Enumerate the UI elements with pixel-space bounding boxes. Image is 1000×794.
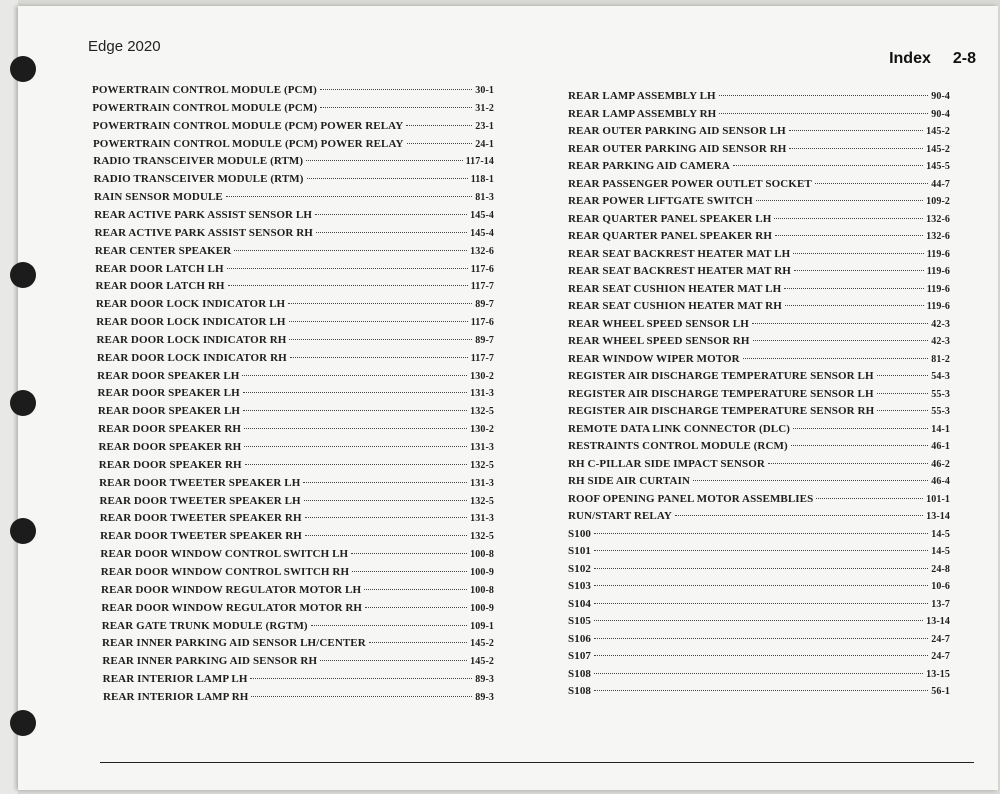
dot-leader — [793, 253, 923, 254]
index-entry — [102, 620, 494, 632]
entry-label: REAR WHEEL SPEED SENSOR RH — [568, 335, 750, 347]
entry-label: REAR DOOR SPEAKER LH — [97, 387, 240, 400]
entry-label: REAR DOOR SPEAKER LH — [97, 405, 241, 418]
entry-label: REAR DOOR TWEETER SPEAKER LH — [99, 476, 301, 489]
dot-leader — [320, 89, 472, 90]
index-entry — [568, 405, 950, 417]
dot-leader — [594, 533, 928, 534]
index-entry — [98, 405, 494, 417]
index-entry — [96, 280, 494, 292]
index-entry — [101, 602, 494, 614]
binder-hole — [10, 518, 36, 544]
entry-label: REAR WINDOW WIPER MOTOR — [568, 352, 740, 365]
entry-page: 90-4 — [931, 91, 950, 102]
section-name: Index — [889, 50, 931, 67]
dot-leader — [733, 165, 923, 166]
entry-page: 117-14 — [465, 156, 494, 168]
entry-label: REAR LAMP ASSEMBLY RH — [568, 107, 717, 120]
entry-label: RUN/START RELAY — [568, 510, 672, 522]
dot-leader — [303, 482, 467, 483]
entry-page: 132-5 — [470, 495, 494, 507]
index-entry — [99, 459, 494, 471]
entry-page: 10-6 — [931, 581, 950, 592]
dot-leader — [307, 178, 468, 179]
entry-label: REAR OUTER PARKING AID SENSOR RH — [568, 142, 787, 155]
entry-page: 119-6 — [926, 301, 950, 312]
dot-leader — [320, 660, 467, 661]
entry-label: REAR SEAT BACKREST HEATER MAT LH — [568, 247, 791, 260]
entry-label: REMOTE DATA LINK CONNECTOR (DLC) — [568, 422, 790, 435]
dot-leader — [242, 375, 467, 376]
entry-page: 46-1 — [931, 441, 950, 452]
dot-leader — [693, 480, 928, 481]
dot-leader — [594, 638, 928, 639]
dot-leader — [594, 620, 923, 621]
index-entry — [568, 440, 950, 452]
entry-page: 145-2 — [470, 638, 494, 650]
dot-leader — [290, 357, 468, 358]
entry-page: 24-7 — [931, 651, 950, 662]
entry-page: 24-7 — [931, 633, 950, 645]
entry-label: S100 — [568, 527, 592, 540]
entry-label: S103 — [568, 580, 592, 592]
index-entry — [568, 685, 950, 697]
dot-leader — [306, 160, 462, 161]
index-entry — [568, 475, 950, 487]
entry-page: 14-5 — [931, 528, 950, 540]
entry-label: REAR QUARTER PANEL SPEAKER LH — [568, 212, 772, 225]
entry-page: 81-2 — [931, 353, 950, 365]
dot-leader — [289, 321, 468, 322]
section-header — [889, 50, 976, 68]
entry-label: POWERTRAIN CONTROL MODULE (PCM) — [92, 101, 318, 114]
dot-leader — [250, 678, 472, 679]
dot-leader — [791, 445, 929, 446]
entry-label: S106 — [568, 632, 592, 645]
index-entry — [95, 245, 494, 257]
entry-label: REAR DOOR LOCK INDICATOR LH — [95, 298, 286, 311]
entry-page: 118-1 — [470, 174, 494, 186]
entry-page: 89-3 — [475, 691, 494, 703]
entry-label: REAR GATE TRUNK MODULE (RGTM) — [101, 619, 308, 632]
dot-leader — [789, 148, 923, 149]
entry-label: RESTRAINTS CONTROL MODULE (RCM) — [568, 440, 788, 452]
dot-leader — [245, 464, 467, 465]
entry-page: 101-1 — [926, 493, 950, 505]
entry-label: S102 — [568, 562, 592, 575]
entry-page: 55-3 — [931, 406, 950, 417]
index-entry — [101, 566, 494, 578]
entry-page: 145-2 — [926, 126, 950, 137]
dot-leader — [768, 463, 928, 464]
entry-page: 132-6 — [470, 245, 494, 257]
entry-page: 13-15 — [926, 668, 950, 680]
index-entry — [568, 125, 950, 137]
entry-page: 42-3 — [931, 336, 950, 347]
dot-leader — [305, 535, 467, 536]
dot-leader — [369, 642, 467, 643]
dot-leader — [794, 270, 924, 271]
index-entry — [568, 353, 950, 365]
index-entry — [568, 108, 950, 120]
entry-label: REAR POWER LIFTGATE SWITCH — [568, 195, 753, 207]
dot-leader — [877, 410, 928, 411]
dot-leader — [753, 340, 929, 341]
dot-leader — [784, 288, 923, 289]
dot-leader — [719, 95, 929, 96]
entry-label: RADIO TRANSCEIVER MODULE (RTM) — [93, 173, 304, 186]
entry-label: REAR SEAT CUSHION HEATER MAT LH — [568, 282, 782, 295]
index-entry — [568, 388, 950, 400]
index-entry — [568, 178, 950, 190]
entry-label: S101 — [568, 545, 592, 557]
index-entry — [568, 615, 950, 627]
index-entry — [94, 209, 494, 221]
entry-label: REAR CENTER SPEAKER — [94, 244, 232, 257]
entry-page: 132-6 — [926, 231, 950, 242]
index-entry — [100, 530, 494, 542]
dot-leader — [234, 250, 467, 251]
entry-page: 46-2 — [931, 458, 950, 470]
dot-leader — [594, 550, 928, 551]
index-entry — [100, 512, 494, 524]
dot-leader — [752, 323, 928, 324]
index-entry — [568, 633, 950, 645]
entry-page: 81-3 — [475, 192, 494, 204]
entry-label: REAR INNER PARKING AID SENSOR LH/CENTER — [102, 637, 366, 650]
index-entry — [568, 318, 950, 330]
entry-page: 30-1 — [475, 85, 494, 96]
index-entry — [568, 580, 950, 592]
index-entry — [94, 173, 494, 185]
dot-leader — [311, 625, 467, 626]
index-entry — [568, 335, 950, 347]
entry-label: POWERTRAIN CONTROL MODULE (PCM) POWER RELAY — [92, 119, 404, 132]
entry-label: REAR INNER PARKING AID SENSOR RH — [102, 655, 318, 668]
dot-leader — [320, 107, 472, 108]
index-entry — [568, 265, 950, 277]
index-entry — [96, 316, 494, 328]
entry-page: 56-1 — [931, 686, 950, 697]
binder-hole — [10, 710, 36, 736]
dot-leader — [594, 690, 928, 691]
entry-page: 13-14 — [926, 616, 950, 627]
dot-leader — [406, 125, 472, 126]
index-entry — [568, 300, 950, 312]
entry-page: 145-4 — [470, 209, 494, 221]
dot-leader — [594, 585, 928, 586]
entry-label: REAR DOOR TWEETER SPEAKER RH — [99, 512, 302, 525]
entry-page: 145-2 — [470, 656, 494, 668]
index-entry — [100, 548, 494, 560]
entry-label: S104 — [568, 597, 592, 610]
dot-leader — [877, 375, 929, 376]
dot-leader — [789, 130, 923, 131]
dot-leader — [351, 553, 467, 554]
entry-page: 131-3 — [470, 513, 494, 525]
dot-leader — [305, 517, 468, 518]
index-entry — [92, 84, 494, 96]
entry-label: REAR DOOR LATCH RH — [95, 280, 225, 293]
dot-leader — [407, 143, 473, 144]
entry-page: 100-8 — [470, 549, 494, 561]
index-entry — [568, 458, 950, 470]
dot-leader — [594, 568, 928, 569]
index-entry — [568, 545, 950, 557]
index-entry — [568, 510, 950, 522]
entry-page: 100-9 — [470, 566, 494, 578]
manual-title: Edge 2020 — [88, 38, 161, 55]
entry-page: 145-5 — [926, 161, 950, 172]
entry-page: 130-2 — [470, 370, 494, 382]
dot-leader — [594, 655, 928, 656]
dot-leader — [364, 589, 467, 590]
dot-leader — [775, 235, 923, 236]
index-entry — [568, 230, 950, 242]
entry-label: S107 — [568, 650, 592, 662]
entry-page: 132-5 — [470, 459, 494, 471]
entry-page: 54-3 — [931, 371, 950, 382]
entry-label: REAR DOOR LOCK INDICATOR RH — [96, 351, 287, 364]
entry-page: 131-3 — [470, 477, 494, 489]
index-entry — [568, 248, 950, 260]
index-entry — [93, 155, 494, 167]
entry-page: 132-6 — [926, 213, 950, 225]
dot-leader — [719, 113, 928, 114]
entry-page: 131-3 — [470, 388, 494, 400]
index-entry — [98, 441, 494, 453]
entry-label: REAR SEAT CUSHION HEATER MAT RH — [568, 300, 782, 312]
dot-leader — [315, 214, 467, 215]
index-entry — [102, 637, 494, 649]
dot-leader — [243, 410, 467, 411]
entry-label: RADIO TRANSCEIVER MODULE (RTM) — [93, 155, 304, 168]
entry-page: 109-2 — [926, 196, 950, 207]
binder-hole — [10, 390, 36, 416]
entry-page: 24-1 — [475, 138, 494, 150]
index-entry — [568, 650, 950, 662]
entry-label: RH C-PILLAR SIDE IMPACT SENSOR — [568, 457, 765, 470]
entry-page: 100-8 — [470, 584, 494, 596]
entry-page: 42-3 — [931, 318, 950, 330]
entry-page: 145-4 — [470, 227, 494, 239]
entry-page: 89-3 — [475, 674, 494, 686]
entry-label: REAR DOOR SPEAKER RH — [98, 441, 242, 453]
entry-page: 117-7 — [470, 281, 494, 293]
entry-label: RH SIDE AIR CURTAIN — [568, 475, 691, 487]
entry-label: REAR DOOR WINDOW REGULATOR MOTOR RH — [101, 601, 363, 614]
dot-leader — [243, 392, 467, 393]
dot-leader — [365, 607, 467, 608]
entry-page: 24-8 — [931, 563, 950, 575]
footer-rule — [100, 762, 974, 763]
entry-label: REAR LAMP ASSEMBLY LH — [568, 90, 716, 102]
index-entry — [99, 495, 494, 507]
entry-label: REAR DOOR WINDOW CONTROL SWITCH LH — [100, 548, 349, 561]
entry-label: REGISTER AIR DISCHARGE TEMPERATURE SENSOR LH — [568, 370, 874, 382]
index-entry — [568, 283, 950, 295]
entry-page: 89-7 — [475, 299, 494, 311]
dot-leader — [675, 515, 923, 516]
dot-leader — [244, 428, 467, 429]
entry-page: 13-14 — [926, 511, 950, 522]
binder-hole — [10, 56, 36, 82]
binder-hole — [10, 262, 36, 288]
index-entry — [568, 423, 950, 435]
entry-label: REAR DOOR WINDOW REGULATOR MOTOR LH — [101, 583, 362, 596]
entry-label: S105 — [568, 615, 592, 627]
entry-page: 119-6 — [926, 266, 950, 277]
dot-leader — [244, 446, 467, 447]
index-entry — [568, 143, 950, 155]
entry-page: 89-7 — [475, 334, 494, 346]
dot-leader — [226, 196, 472, 197]
entry-page: 117-7 — [470, 352, 494, 364]
index-entry — [101, 584, 494, 596]
entry-label: REAR DOOR SPEAKER RH — [98, 458, 242, 471]
entry-page: 109-1 — [470, 620, 494, 632]
index-entry — [568, 528, 950, 540]
index-entry — [102, 655, 494, 667]
dot-leader — [774, 218, 923, 219]
index-entry — [99, 477, 494, 489]
dot-leader — [793, 428, 928, 429]
entry-page: 130-2 — [470, 424, 494, 436]
dot-leader — [877, 393, 929, 394]
index-entry — [95, 263, 494, 275]
index-entry — [95, 227, 494, 239]
index-entry — [568, 493, 950, 505]
dot-leader — [228, 285, 468, 286]
entry-page: 90-4 — [931, 108, 950, 120]
index-entry — [97, 370, 494, 382]
entry-label: REAR WHEEL SPEED SENSOR LH — [568, 317, 749, 330]
entry-page: 119-6 — [926, 248, 950, 260]
entry-label: POWERTRAIN CONTROL MODULE (PCM) — [92, 84, 317, 96]
entry-page: 31-2 — [475, 102, 494, 114]
entry-label: REAR PASSENGER POWER OUTLET SOCKET — [568, 177, 812, 190]
entry-page: 14-5 — [931, 546, 950, 557]
dot-leader — [743, 358, 929, 359]
entry-label: REAR ACTIVE PARK ASSIST SENSOR LH — [94, 208, 313, 221]
index-entry — [93, 120, 494, 132]
entry-label: ROOF OPENING PANEL MOTOR ASSEMBLIES — [568, 492, 814, 505]
dot-leader — [815, 183, 928, 184]
index-entry — [98, 423, 494, 435]
index-entry — [568, 370, 950, 382]
index-entry — [568, 213, 950, 225]
entry-label: REGISTER AIR DISCHARGE TEMPERATURE SENSOR RH — [568, 405, 875, 417]
entry-page: 100-9 — [470, 602, 494, 614]
index-entry — [93, 138, 494, 150]
entry-label: REAR DOOR WINDOW CONTROL SWITCH RH — [100, 565, 350, 578]
entry-label: S108 — [568, 667, 592, 680]
entry-label: S108 — [568, 685, 592, 697]
entry-label: REAR INTERIOR LAMP LH — [102, 673, 248, 686]
dot-leader — [227, 268, 468, 269]
index-entry — [97, 352, 494, 364]
index-entry — [96, 298, 494, 310]
entry-label: REAR INTERIOR LAMP RH — [103, 690, 249, 703]
entry-label: REAR DOOR SPEAKER LH — [97, 369, 240, 382]
entry-page: 117-6 — [470, 317, 494, 329]
dot-leader — [304, 500, 467, 501]
entry-page: 132-5 — [470, 531, 494, 543]
entry-page: 131-3 — [470, 442, 494, 453]
index-entry — [103, 673, 494, 685]
entry-label: REAR DOOR TWEETER SPEAKER LH — [99, 494, 301, 507]
entry-label: REAR DOOR LOCK INDICATOR RH — [96, 333, 287, 346]
entry-page: 44-7 — [931, 178, 950, 190]
index-entry — [568, 160, 950, 172]
page-number: 2-8 — [952, 50, 976, 67]
entry-label: REAR DOOR TWEETER SPEAKER RH — [100, 530, 302, 543]
entry-label: REAR DOOR SPEAKER RH — [98, 423, 242, 436]
index-entry — [98, 387, 495, 399]
index-entry — [94, 191, 494, 203]
entry-label: RAIN SENSOR MODULE — [93, 191, 223, 204]
dot-leader — [251, 696, 472, 697]
dot-leader — [756, 200, 923, 201]
entry-page: 46-4 — [931, 476, 950, 487]
index-entry — [568, 195, 950, 207]
entry-label: POWERTRAIN CONTROL MODULE (PCM) POWER RELAY — [92, 137, 404, 150]
index-entry — [568, 90, 950, 102]
entry-page: 145-2 — [926, 143, 950, 155]
dot-leader — [289, 339, 472, 340]
index-entry — [568, 563, 950, 575]
entry-page: 14-1 — [931, 423, 950, 435]
entry-label: REGISTER AIR DISCHARGE TEMPERATURE SENSOR LH — [568, 387, 874, 400]
dot-leader — [316, 232, 467, 233]
entry-page: 119-6 — [926, 283, 950, 295]
dot-leader — [785, 305, 924, 306]
index-entry — [568, 598, 950, 610]
entry-label: REAR ACTIVE PARK ASSIST SENSOR RH — [94, 226, 313, 239]
entry-page: 23-1 — [475, 120, 494, 132]
entry-page: 117-6 — [470, 263, 494, 275]
dot-leader — [288, 303, 472, 304]
index-entry — [568, 668, 950, 680]
entry-label: REAR DOOR LATCH LH — [95, 262, 224, 275]
index-entry — [92, 102, 494, 114]
dot-leader — [816, 498, 923, 499]
entry-label: REAR DOOR LOCK INDICATOR LH — [96, 316, 286, 329]
entry-label: REAR QUARTER PANEL SPEAKER RH — [568, 230, 772, 242]
entry-label: REAR OUTER PARKING AID SENSOR LH — [568, 125, 786, 137]
entry-label: REAR SEAT BACKREST HEATER MAT RH — [568, 265, 791, 277]
entry-page: 132-5 — [470, 406, 494, 418]
entry-page: 55-3 — [931, 388, 950, 400]
dot-leader — [594, 603, 928, 604]
index-entry — [97, 334, 494, 346]
entry-page: 13-7 — [931, 598, 950, 610]
entry-label: REAR PARKING AID CAMERA — [568, 160, 730, 172]
index-entry — [103, 691, 494, 703]
dot-leader — [594, 673, 923, 674]
dot-leader — [352, 571, 467, 572]
